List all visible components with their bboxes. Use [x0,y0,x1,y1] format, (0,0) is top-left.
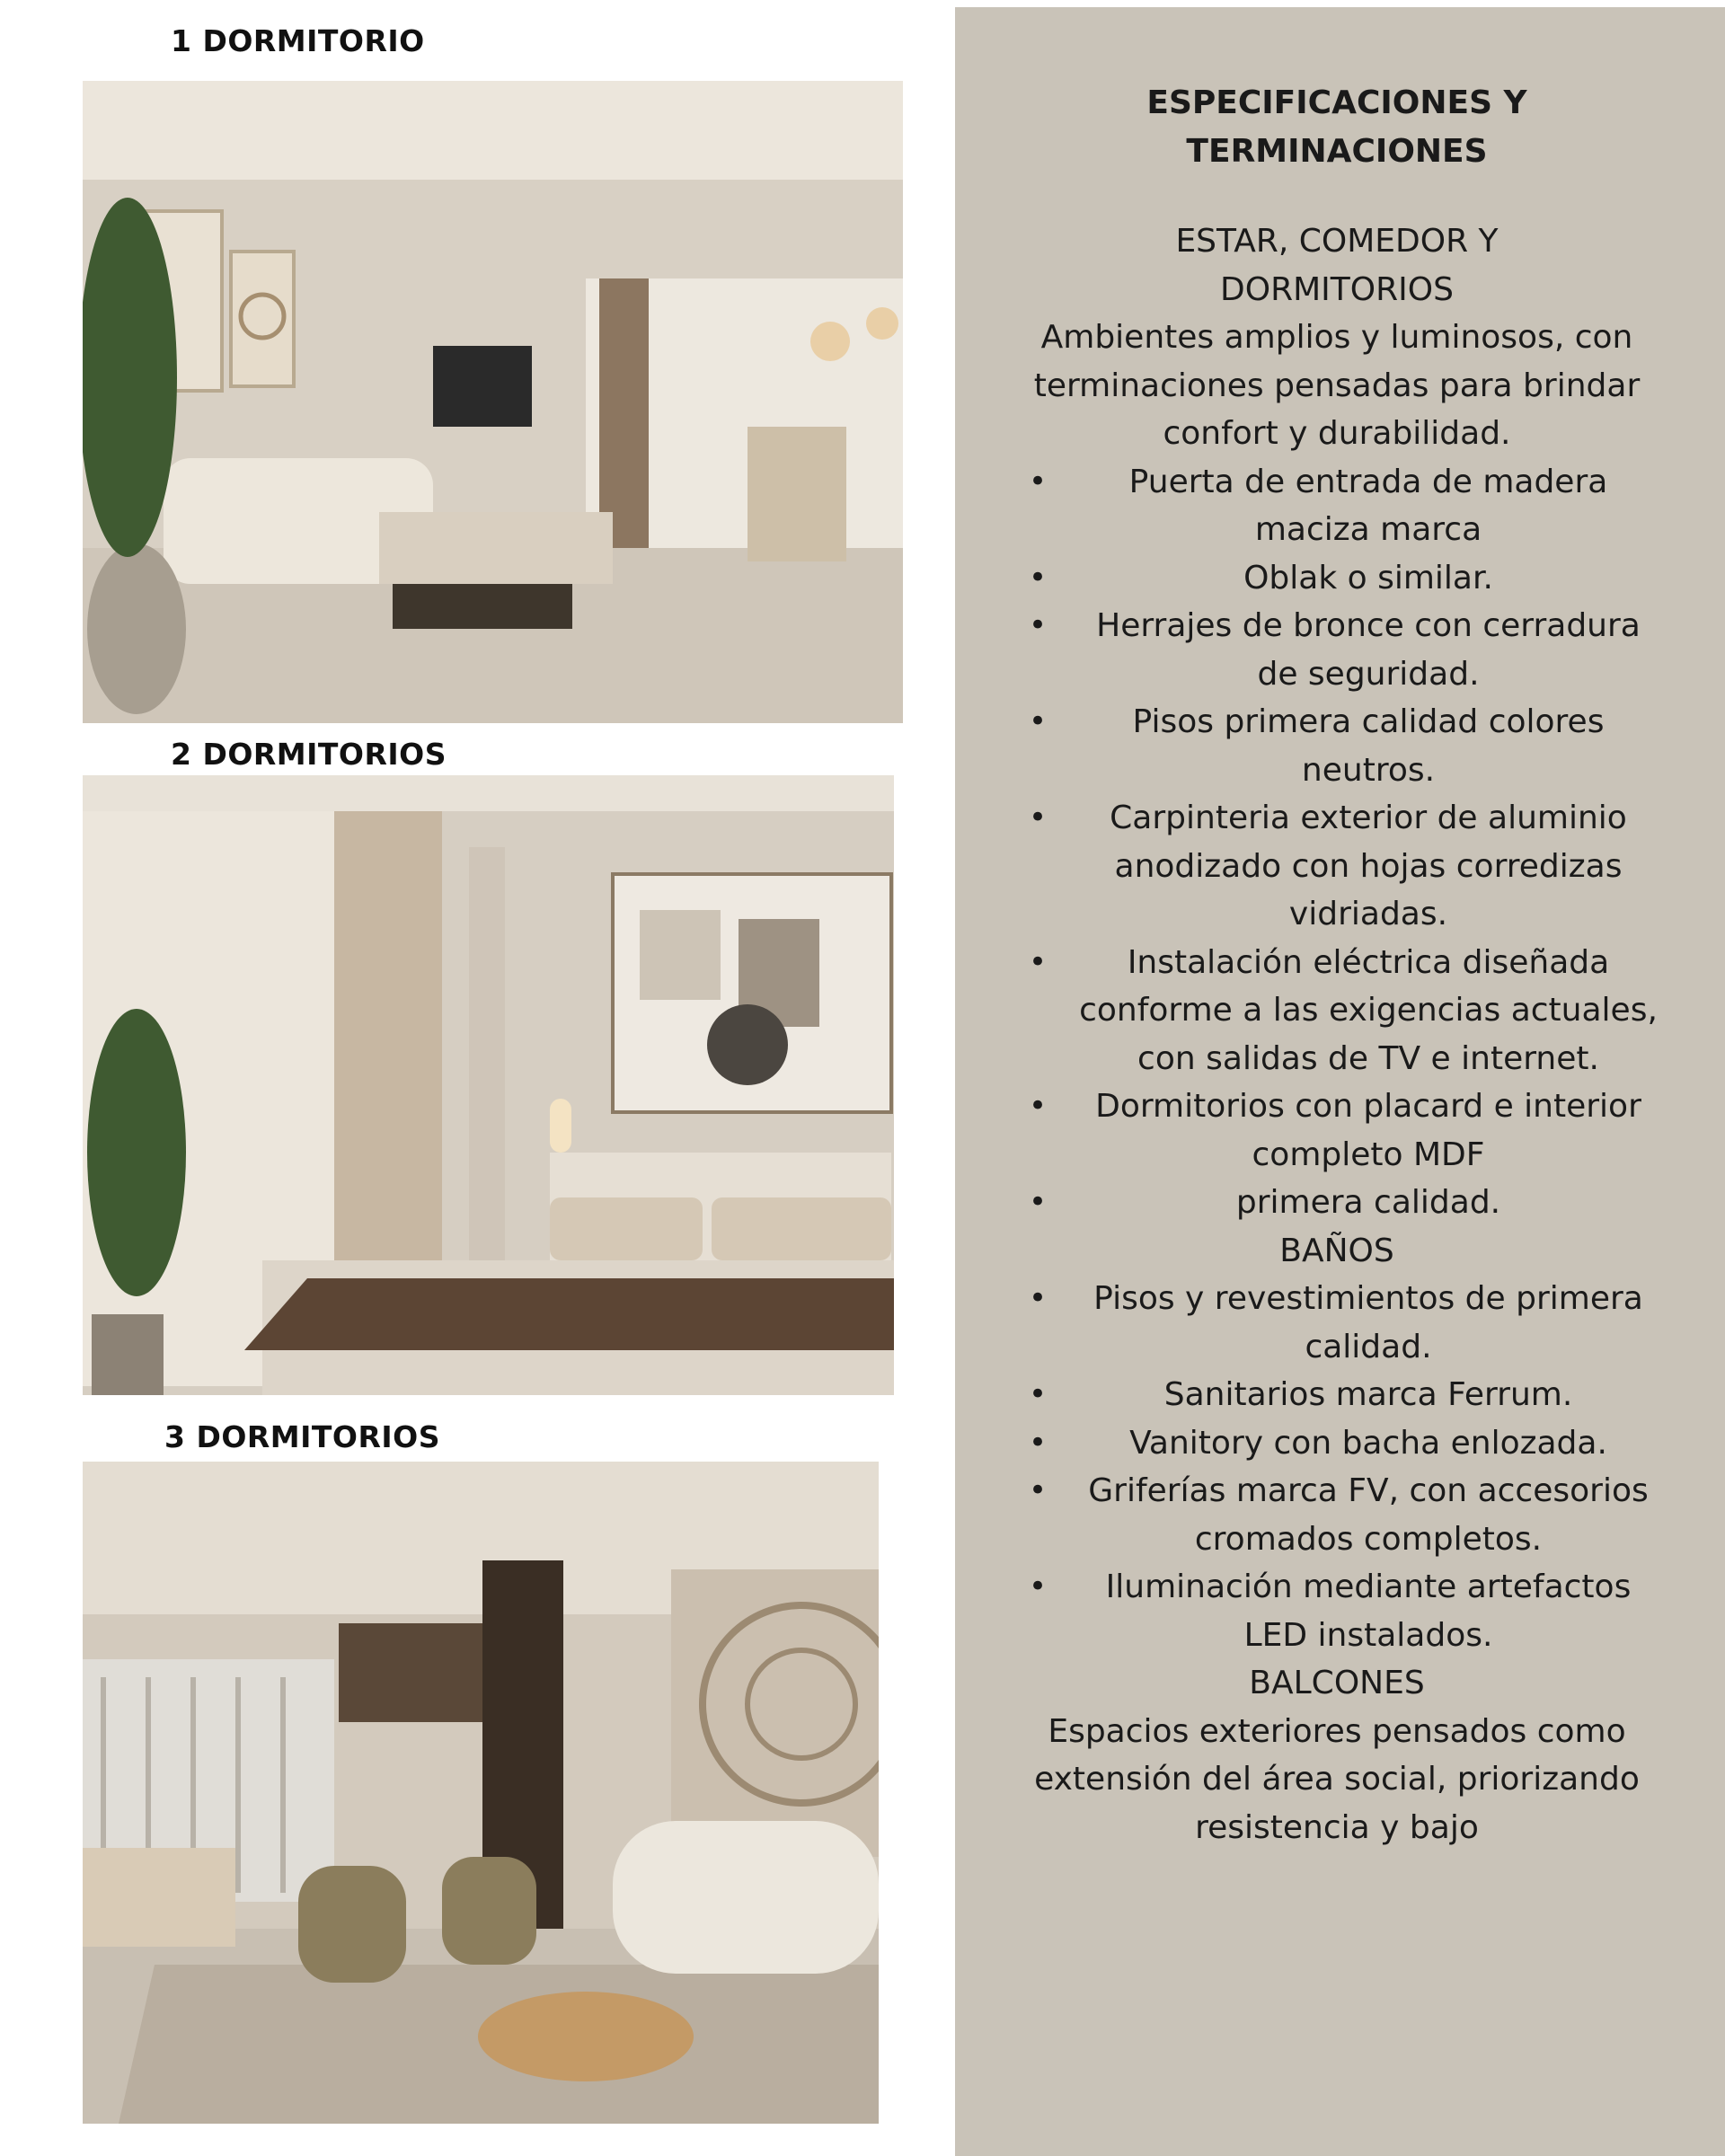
list-item-text: Instalación eléctrica diseñada conforme a las exigencias actuales, con salidas de TV e internet. [1079,943,1658,1077]
bullet-icon: • [1029,607,1048,643]
list-item-text: Vanitory con bacha enlozada. [1129,1424,1607,1462]
list-item-text: Oblak o similar. [1243,559,1493,596]
specs-title-line-2: TERMINACIONES [1186,133,1488,170]
bullet-icon: • [1029,943,1048,980]
section-1-list [1009,458,1665,1227]
bullet-icon: • [1029,1568,1048,1604]
list-item [1009,1419,1665,1468]
bullet-icon: • [1029,800,1048,835]
list-item [1009,458,1665,554]
specs-title [1009,79,1665,176]
unit-1-heading: 1 DORMITORIO [171,23,425,58]
section-3-text: Espacios exteriores pensados como extensión del área social, priorizando resistencia y bajo [1034,1712,1640,1846]
section-1-heading-line-1: ESTAR, COMEDOR Y [1175,223,1499,260]
bullet-icon: • [1029,463,1048,499]
bullet-icon: • [1029,1280,1048,1316]
list-item-text: Iluminación mediante artefactos LED instalados. [1105,1568,1632,1654]
list-item-text: Herrajes de bronce con cerradura de seguridad. [1096,607,1641,693]
section-1-heading [1009,217,1665,314]
list-item-text: Pisos y revestimientos de primera calidad. [1093,1280,1643,1365]
list-item [1009,602,1665,698]
list-item [1009,1371,1665,1419]
bullet-icon: • [1029,1472,1048,1508]
section-3-heading: BALCONES [1249,1665,1425,1701]
list-item [1009,939,1665,1083]
bullet-icon: • [1029,1088,1048,1124]
list-item-text: primera calidad. [1235,1184,1501,1221]
specs-title-line-1: ESPECIFICACIONES Y [1146,84,1527,121]
list-item-text: Griferías marca FV, con accesorios cromados completos. [1088,1472,1649,1558]
list-item [1009,1275,1665,1371]
bullet-icon: • [1029,1424,1048,1461]
list-item [1009,1179,1665,1227]
section-1-intro: Ambientes amplios y luminosos, con terminaciones pensadas para brindar confort y durabilidad. [1033,319,1641,452]
list-item-text: Carpinteria exterior de aluminio anodizado con hojas corredizas vidriadas. [1110,800,1627,932]
list-item-text: Dormitorios con placard e interior completo MDF [1095,1088,1641,1173]
list-item-text: Sanitarios marca Ferrum. [1163,1376,1573,1413]
list-item [1009,554,1665,603]
bullet-icon: • [1029,1376,1048,1412]
list-item-text: Pisos primera calidad colores neutros. [1132,703,1605,789]
bullet-icon: • [1029,1184,1048,1220]
specifications-panel [955,7,1725,2156]
open-plan-living-photo [83,1462,879,2124]
unit-2-heading: 2 DORMITORIOS [171,737,447,772]
section-2-heading: BAÑOS [1279,1232,1394,1269]
section-1-heading-line-2: DORMITORIOS [1220,270,1454,308]
unit-3-heading: 3 DORMITORIOS [164,1419,440,1454]
section-2-list [1009,1275,1665,1659]
list-item [1009,1563,1665,1659]
list-item [1009,698,1665,794]
list-item-text: Puerta de entrada de madera maciza marca [1128,463,1608,548]
bullet-icon: • [1029,703,1048,739]
bullet-icon: • [1029,559,1048,596]
living-room-photo [83,81,903,723]
list-item [1009,1467,1665,1563]
list-item [1009,794,1665,939]
specifications-content [1009,79,1665,1851]
bedroom-photo [83,775,894,1395]
list-item [1009,1082,1665,1179]
